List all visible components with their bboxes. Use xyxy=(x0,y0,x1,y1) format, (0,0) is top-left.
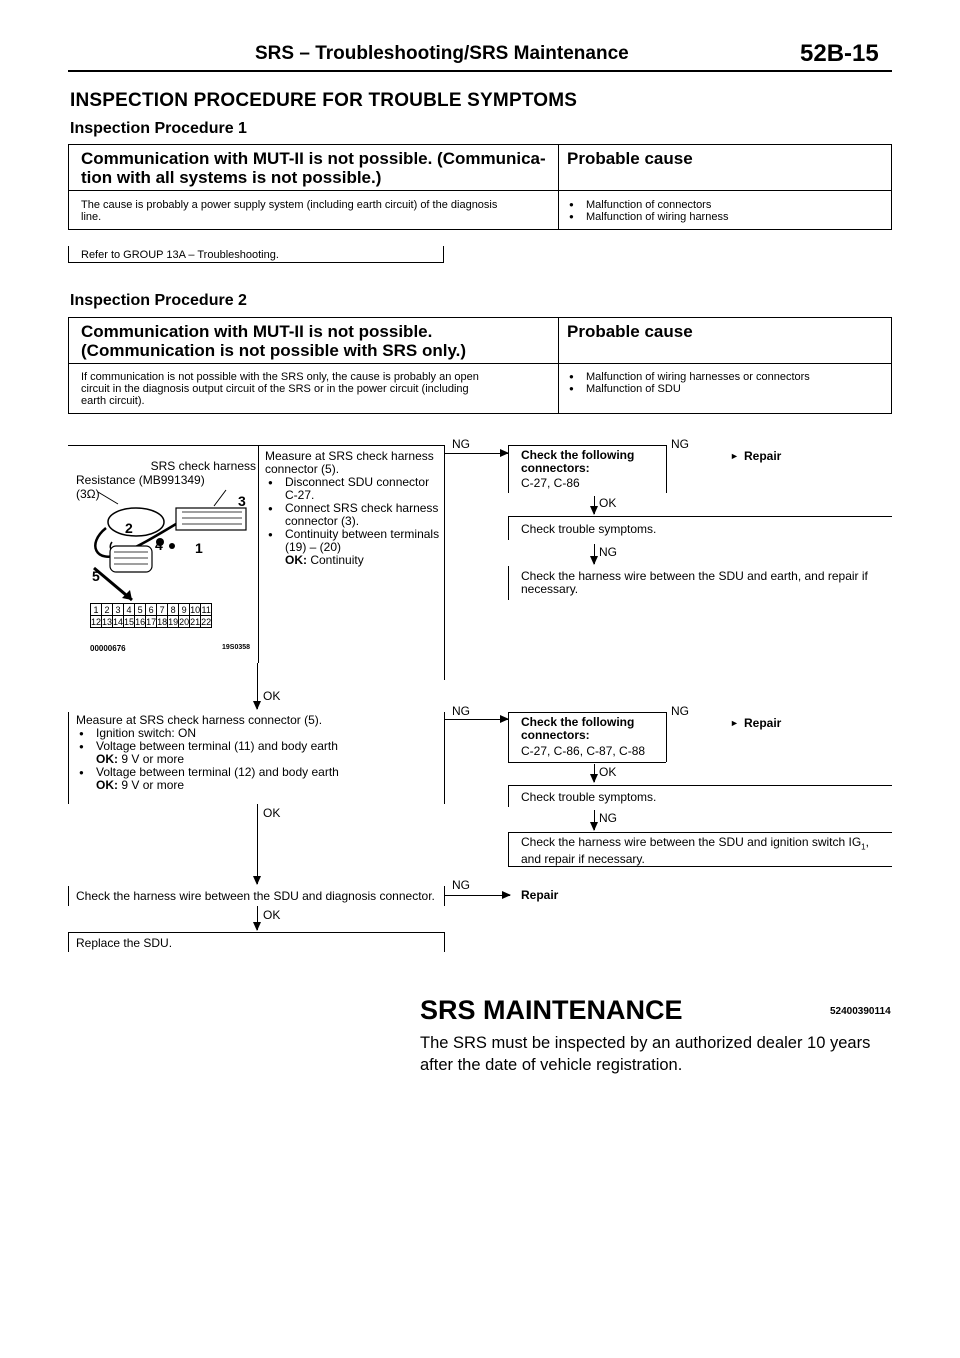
step2-ng-box-right xyxy=(666,712,667,762)
step2-ng2-label: NG xyxy=(671,704,689,718)
procedure2-table-top xyxy=(68,317,892,318)
step4-top-rule xyxy=(68,932,444,933)
step1-ok-arrow xyxy=(257,663,258,709)
step2-check-left xyxy=(508,785,509,807)
step2-harness-line2: and repair if necessary. xyxy=(521,852,645,867)
procedure1-reference-bottom xyxy=(68,262,444,263)
ig-subscript: 1 xyxy=(861,842,866,852)
step2-ok-arrow xyxy=(257,804,258,884)
step2-ng-ok-label: OK xyxy=(599,765,617,779)
step1-ng-ok-arrow xyxy=(594,496,595,514)
step2-ng-box-bottom xyxy=(508,762,666,763)
step1-harness-check: Check the harness wire between the SDU and earth, and repair if necessary. xyxy=(521,569,868,596)
procedure1-reference: Refer to GROUP 13A – Troubleshooting. xyxy=(68,246,444,263)
terminal-cell: 19 xyxy=(168,616,179,627)
step1-bullet: ● Disconnect SDU connector C-27. xyxy=(265,476,441,502)
step1-harness-left xyxy=(508,566,509,600)
procedure2-causes xyxy=(566,371,810,395)
procedure1-table-mid xyxy=(68,190,892,191)
step2-bullet: ● Ignition switch: ON xyxy=(76,727,442,740)
step1-right-rule xyxy=(444,445,445,680)
callout-2: 2 xyxy=(125,520,133,536)
procedure1-description-line1: The cause is probably a power supply system (including earth circuit) of the diagnosis xyxy=(81,199,498,211)
procedure2-symptom-line1: Communication with MUT-II is not possible. xyxy=(81,322,433,341)
page-header-title: SRS – Troubleshooting/SRS Maintenance xyxy=(255,43,629,64)
procedure1-table-top xyxy=(68,144,892,145)
terminal-cell: 6 xyxy=(146,604,157,616)
step1-check-ng-label: NG xyxy=(599,545,617,559)
procedure1-description-line2: line. xyxy=(81,211,102,223)
step1-bullet: ● Continuity between terminals (19) – (20) xyxy=(265,528,441,554)
figure-code-left: 00000676 xyxy=(90,644,126,653)
connector-terminal-grid xyxy=(90,603,212,628)
step2-ng-repair: Repair xyxy=(744,716,782,730)
procedure1-cause-item: ● Malfunction of wiring harness xyxy=(566,211,728,223)
step1-ng-box-left xyxy=(508,445,509,493)
page-number: 52B-15 xyxy=(800,40,879,67)
step3-ok-label: OK xyxy=(263,908,281,922)
step2-ok-value: 9 V or more xyxy=(121,778,185,792)
step2-harness-left xyxy=(508,832,509,866)
step2-harness-top xyxy=(508,832,892,833)
step1-check-left xyxy=(508,516,509,540)
procedure1-cause-heading: Probable cause xyxy=(567,149,693,168)
terminal-cell: 11 xyxy=(201,604,211,615)
step1-ng-repair: Repair xyxy=(744,449,782,463)
terminal-cell: 16 xyxy=(135,616,146,627)
step1-check-top xyxy=(508,516,892,517)
callout-5: 5 xyxy=(92,568,100,584)
callout-4: 4 xyxy=(155,537,163,553)
connector-row-bottom xyxy=(91,616,212,628)
step4-right-rule xyxy=(444,932,445,952)
procedure2-cause-item: ● Malfunction of wiring harnesses or connectors xyxy=(566,371,810,383)
procedure1-cause-item: ● Malfunction of connectors xyxy=(566,199,728,211)
terminal-cell: 5 xyxy=(135,604,146,616)
step2-check-top xyxy=(508,785,892,786)
procedure2-description xyxy=(81,371,551,407)
figure-label-line2: Resistance (MB991349) xyxy=(76,473,205,487)
procedure1-title: Inspection Procedure 1 xyxy=(70,120,247,137)
procedure1-table-bottom xyxy=(68,229,892,230)
step2-bullet: ● Voltage between terminal (11) and body earth xyxy=(76,740,442,753)
step1-ng-label: NG xyxy=(452,437,470,451)
terminal-cell: 20 xyxy=(179,616,190,627)
step2-line1: Measure at SRS check harness connector (5). xyxy=(76,713,323,727)
step1-bullets xyxy=(265,476,441,554)
step1-check-ng-arrow xyxy=(594,544,595,564)
step1-ok-label: OK xyxy=(263,689,281,703)
procedure1-table-right xyxy=(891,144,892,229)
srs-check-harness-figure xyxy=(76,484,256,654)
section-title: INSPECTION PROCEDURE FOR TROUBLE SYMPTOMS xyxy=(70,90,578,111)
terminal-cell: 13 xyxy=(102,616,113,627)
step1-ng-ok-label: OK xyxy=(599,496,617,510)
step2-ng-box-top xyxy=(508,712,666,713)
step2-harness-text: Check the harness wire between the SDU and ignition switch IG xyxy=(521,835,862,849)
procedure2-table-left xyxy=(68,317,69,413)
step2-bullets-2 xyxy=(76,766,442,779)
step4-replace-sdu: Replace the SDU. xyxy=(76,936,173,950)
maintenance-text: The SRS must be inspected by an authorized dealer 10 years after the date of vehicle registration. xyxy=(420,1034,871,1074)
terminal-cell: 3 xyxy=(113,604,124,616)
step1-check-symptoms: Check trouble symptoms. xyxy=(521,522,657,536)
maintenance-code: 52400390114 xyxy=(830,1006,891,1017)
step2-harness-check xyxy=(521,836,887,866)
figure-label-line1: SRS check harness xyxy=(150,459,256,473)
procedure2-description-line3: earth circuit). xyxy=(81,395,145,407)
procedure2-cause-heading: Probable cause xyxy=(567,322,693,341)
step1-ng-title: Check the following connectors: xyxy=(521,448,635,475)
step2-ng-label: NG xyxy=(452,704,470,718)
step1-ok-criteria xyxy=(265,554,441,567)
terminal-cell: 22 xyxy=(201,616,212,627)
step3-ok-arrow xyxy=(257,906,258,930)
terminal-cell: 15 xyxy=(124,616,135,627)
procedure1-causes xyxy=(566,199,728,223)
callout-1: 1 xyxy=(195,540,203,556)
step2-bullets xyxy=(76,727,442,753)
step1-line2: connector (5). xyxy=(265,462,340,476)
step2-ng-title: Check the following connectors: xyxy=(521,715,635,742)
step2-check-ng-arrow xyxy=(594,810,595,830)
step2-check-ng-label: NG xyxy=(599,811,617,825)
terminal-cell: 4 xyxy=(124,604,135,616)
step2-ok-criteria2 xyxy=(76,779,442,792)
step1-ng-connectors: C-27, C-86 xyxy=(521,476,580,490)
procedure2-title: Inspection Procedure 2 xyxy=(70,292,247,309)
step2-bullet: ● Voltage between terminal (12) and body earth xyxy=(76,766,442,779)
step2-ng-arrow xyxy=(444,719,508,720)
repair-arrow-icon: ► xyxy=(730,718,739,728)
terminal-cell: 2 xyxy=(102,604,113,616)
procedure1-symptom-line1: Communication with MUT-II is not possible. (Communica- xyxy=(81,149,546,168)
terminal-cell: 21 xyxy=(190,616,201,627)
procedure2-description-line1: If communication is not possible with the SRS only, the cause is probably an open xyxy=(81,371,479,383)
procedure2-table-divider xyxy=(558,317,559,413)
step2-ok-label: OK xyxy=(263,806,281,820)
step3-left-rule xyxy=(68,886,69,906)
step1-ok-label: OK: xyxy=(285,553,307,567)
figure-label-line3: (3Ω) xyxy=(76,487,100,501)
step1-bullet: ● Connect SRS check harness connector (3). xyxy=(265,502,441,528)
step2-harness-line1: Check the harness wire between the SDU and ignition switch $IG_1$, xyxy=(521,835,869,852)
step1-ok-value: Continuity xyxy=(310,553,364,567)
terminal-cell: 1 xyxy=(91,604,102,616)
step2-ok-label: OK: xyxy=(96,778,118,792)
procedure2-table-right xyxy=(891,317,892,413)
procedure2-description-line2: circuit in the diagnosis output circuit of the SRS or in the power circuit (including xyxy=(81,383,469,395)
step3-ng-repair: Repair xyxy=(521,888,559,902)
step1-top-rule xyxy=(68,445,444,446)
step1-line1: Measure at SRS check harness xyxy=(265,449,434,463)
step2-ng-box-left xyxy=(508,712,509,762)
step2-ok-label: OK: xyxy=(96,752,118,766)
step1-divider xyxy=(258,445,259,663)
connector-row-top xyxy=(91,604,212,616)
terminal-cell: 14 xyxy=(113,616,124,627)
procedure2-table-bottom xyxy=(68,413,892,414)
step2-ng-ok-arrow xyxy=(594,764,595,782)
step1-ng2-label: NG xyxy=(671,437,689,451)
step1-ng-box-right xyxy=(666,445,667,493)
step3-check-harness: Check the harness wire between the SDU and diagnosis connector. xyxy=(76,889,435,903)
step2-ok-value: 9 V or more xyxy=(121,752,185,766)
maintenance-title: SRS MAINTENANCE xyxy=(420,995,683,1025)
step2-ng-connectors: C-27, C-86, C-87, C-88 xyxy=(521,744,646,758)
step2-right-rule xyxy=(444,712,445,804)
step1-ng-arrow xyxy=(444,453,508,454)
terminal-cell: 18 xyxy=(157,616,168,627)
terminal-cell: 7 xyxy=(157,604,168,616)
step3-right-rule xyxy=(444,886,445,906)
terminal-cell: 17 xyxy=(146,616,157,627)
callout-3: 3 xyxy=(238,493,246,509)
step4-left-rule xyxy=(68,932,69,952)
step3-ng-arrow xyxy=(444,895,510,896)
step2-instructions xyxy=(76,714,442,792)
terminal-cell: 9 xyxy=(179,604,190,616)
procedure2-symptom-line2: (Communication is not possible with SRS only.) xyxy=(81,341,467,360)
procedure1-symptom-line2: tion with all systems is not possible.) xyxy=(81,168,382,187)
step1-ng-box-top xyxy=(508,445,666,446)
step3-ng-label: NG xyxy=(452,878,470,892)
procedure1-table-left xyxy=(68,144,69,229)
procedure1-description xyxy=(81,199,551,223)
step1-instructions xyxy=(265,450,441,567)
procedure2-cause-item: ● Malfunction of SDU xyxy=(566,383,810,395)
terminal-cell: 8 xyxy=(168,604,179,616)
procedure2-table-mid xyxy=(68,363,892,364)
procedure1-table-divider xyxy=(558,144,559,229)
figure-code-right: 19S0358 xyxy=(222,644,251,651)
terminal-cell: 10 xyxy=(190,604,201,615)
header-rule xyxy=(68,70,892,72)
repair-arrow-icon: ► xyxy=(730,451,739,461)
step2-check-symptoms: Check trouble symptoms. xyxy=(521,790,657,804)
terminal-cell: 12 xyxy=(91,616,102,627)
step2-left-rule xyxy=(68,712,69,804)
